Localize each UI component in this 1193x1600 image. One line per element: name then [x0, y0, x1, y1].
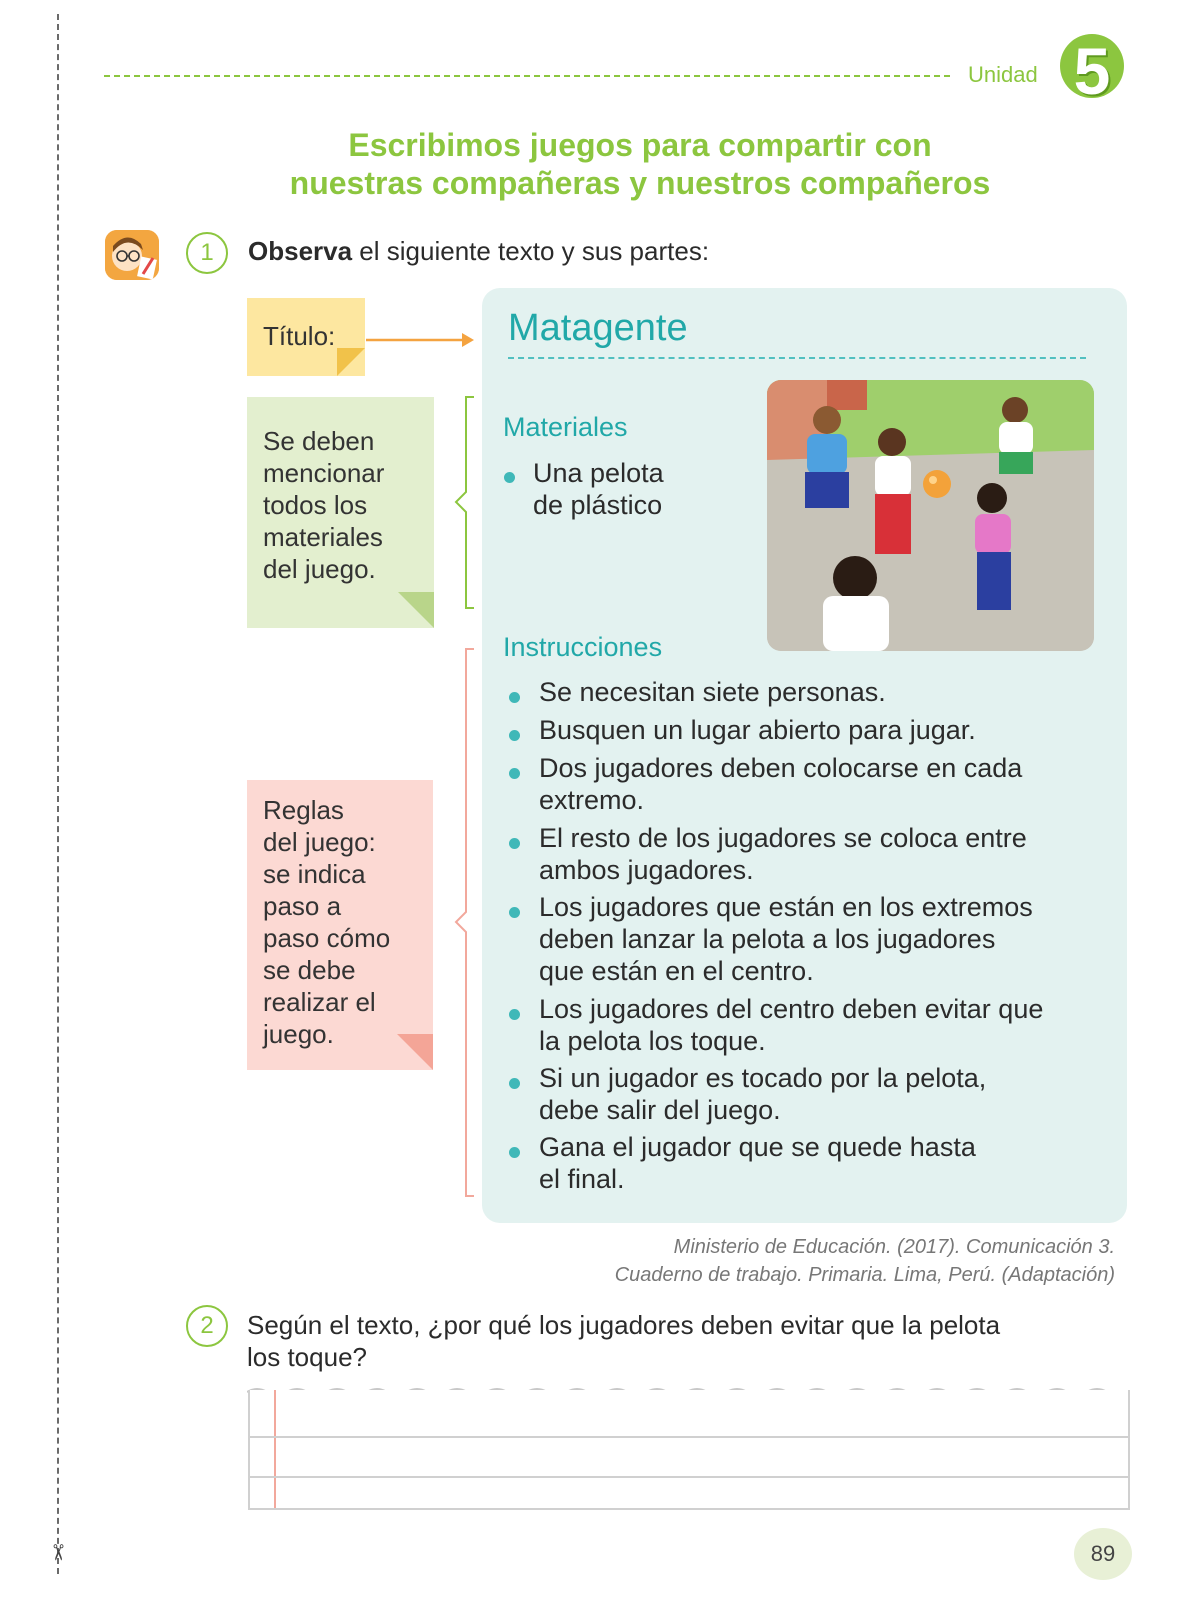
rules-note-line: del juego:	[263, 827, 376, 857]
instruction-item	[539, 822, 1027, 886]
instructions-bracket	[452, 648, 482, 1198]
rules-note-line: se indica	[263, 859, 366, 889]
instruction-item	[539, 891, 1033, 987]
materials-item-line: de plástico	[533, 490, 663, 520]
bullet-icon	[509, 1147, 520, 1158]
materials-item	[533, 457, 664, 521]
scissors-icon: ✂	[44, 1543, 70, 1562]
materials-note-line: mencionar	[263, 458, 385, 488]
materials-bracket	[452, 396, 482, 610]
materials-note-line: todos los	[263, 490, 368, 520]
bullet-icon	[509, 1078, 520, 1089]
cut-line	[57, 14, 59, 1574]
answer-box[interactable]	[248, 1390, 1130, 1510]
citation	[615, 1233, 1115, 1289]
task-1-bold: Observa	[248, 236, 353, 266]
task-2-question	[247, 1309, 1000, 1373]
instruction-line: extremo.	[539, 785, 645, 815]
teacher-icon	[105, 230, 159, 280]
rules-note-line: realizar el	[263, 987, 376, 1017]
instruction-item	[539, 1131, 976, 1195]
title-line-2: nuestras compañeras y nuestros compañeros	[289, 165, 991, 201]
bullet-icon	[509, 730, 520, 741]
instruction-line: El resto de los jugadores se coloca entre	[539, 823, 1027, 853]
instruction-item	[539, 676, 886, 708]
arrow-icon	[366, 330, 476, 350]
instruction-line: que están en el centro.	[539, 956, 814, 986]
title-line-1: Escribimos juegos para compartir con	[348, 127, 932, 163]
materials-note-line: Se deben	[263, 426, 375, 456]
instruction-item	[539, 993, 1043, 1057]
task-1-number: 1	[186, 232, 228, 274]
materials-item-line: Una pelota	[533, 458, 664, 488]
note-fold	[337, 348, 365, 376]
instruction-line: Si un jugador es tocado por la pelota,	[539, 1063, 987, 1093]
task-2-number: 2	[186, 1305, 228, 1347]
rules-note	[247, 780, 433, 1070]
instruction-line: Los jugadores que están en los extremos	[539, 892, 1033, 922]
rules-note-line: se debe	[263, 955, 356, 985]
instruction-line: Gana el jugador que se quede hasta	[539, 1132, 976, 1162]
game-title: Matagente	[508, 307, 688, 349]
bullet-icon	[509, 838, 520, 849]
instructions-heading: Instrucciones	[503, 632, 663, 662]
instruction-item	[539, 1062, 986, 1126]
rules-note-line: Reglas	[263, 795, 344, 825]
instruction-item	[539, 714, 976, 746]
bullet-icon	[509, 768, 520, 779]
instruction-line: Busquen un lugar abierto para jugar.	[539, 715, 976, 745]
rules-note-line: juego.	[263, 1019, 334, 1049]
materials-note-line: materiales	[263, 522, 383, 552]
instruction-line: ambos jugadores.	[539, 855, 754, 885]
citation-line-1: Ministerio de Educación. (2017). Comunicación 3.	[673, 1236, 1115, 1258]
instruction-line: Se necesitan siete personas.	[539, 677, 886, 707]
bullet-icon	[509, 1009, 520, 1020]
materials-heading: Materiales	[503, 412, 628, 442]
bullet-icon	[504, 472, 515, 483]
instruction-line: el final.	[539, 1164, 625, 1194]
rules-note-line: paso a	[263, 891, 342, 921]
instruction-item	[539, 752, 1022, 816]
task-2-line-2: los toque?	[247, 1342, 367, 1372]
instruction-line: Los jugadores del centro deben evitar que	[539, 994, 1044, 1024]
page-number: 89	[1074, 1528, 1132, 1580]
citation-line-2: Cuaderno de trabajo. Primaria. Lima, Perú. (Adaptación)	[614, 1264, 1115, 1286]
unit-label: Unidad	[968, 62, 1038, 87]
game-title-divider	[508, 357, 1086, 359]
margin-line	[274, 1390, 276, 1508]
instruction-line: deben lanzar la pelota a los jugadores	[539, 924, 996, 954]
children-playing-illustration	[767, 380, 1094, 651]
title-note-label: Título:	[263, 321, 336, 351]
instruction-line: Dos jugadores deben colocarse en cada	[539, 753, 1023, 783]
task-1-text: el siguiente texto y sus partes:	[352, 236, 710, 266]
bullet-icon	[509, 692, 520, 703]
note-fold	[398, 592, 434, 628]
page-title	[160, 126, 1120, 202]
bullet-icon	[509, 907, 520, 918]
header-divider	[104, 75, 950, 77]
rules-note-line: paso cómo	[263, 923, 391, 953]
task-1-instruction	[248, 236, 709, 267]
instruction-line: la pelota los toque.	[539, 1026, 766, 1056]
instruction-line: debe salir del juego.	[539, 1095, 781, 1125]
writing-line	[250, 1436, 1128, 1438]
unit-number: 5	[1073, 34, 1111, 108]
materials-note-line: del juego.	[263, 554, 376, 584]
note-fold	[397, 1034, 433, 1070]
writing-line	[250, 1476, 1128, 1478]
task-2-line-1: Según el texto, ¿por qué los jugadores deben evitar que la pelota	[247, 1310, 1001, 1340]
